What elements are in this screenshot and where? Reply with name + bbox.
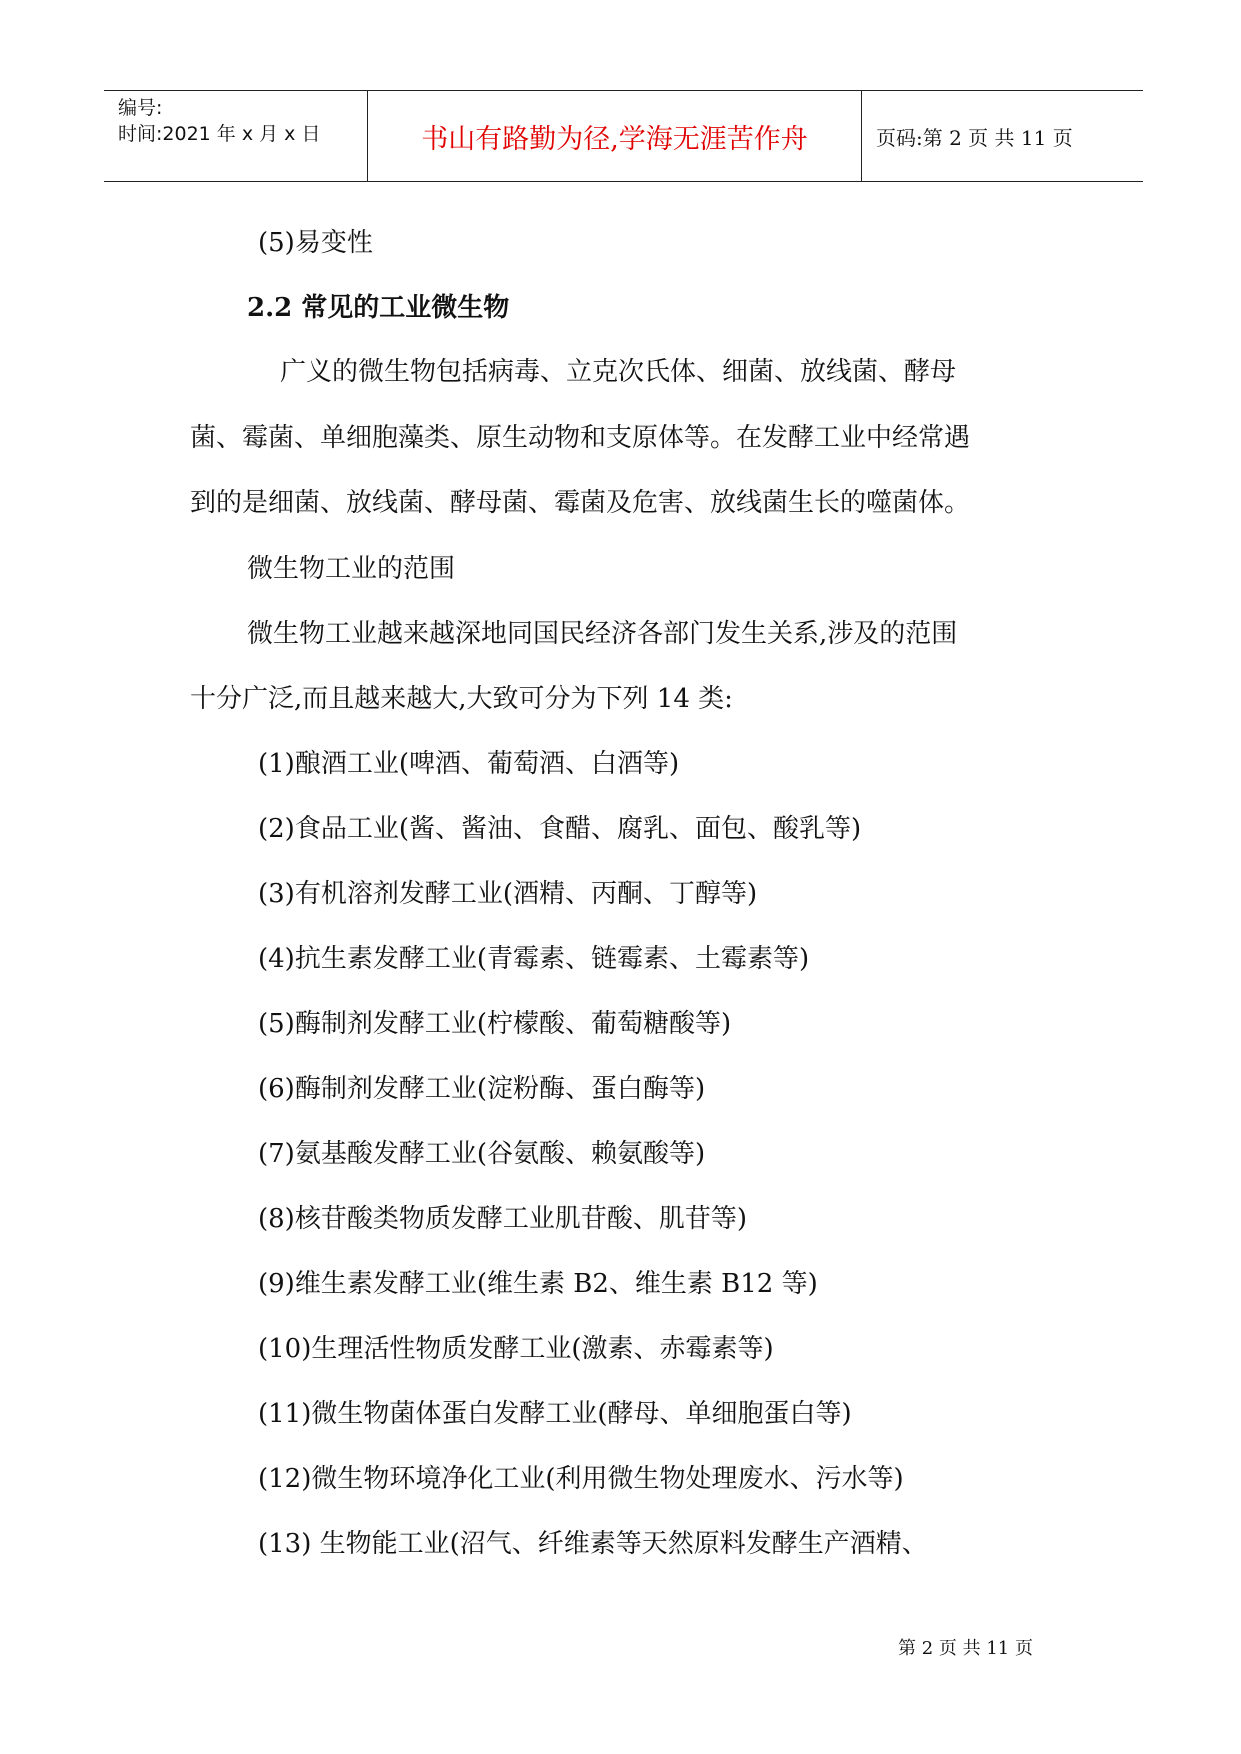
list-item: (13) 生物能工业(沼气、纤维素等天然原料发酵生产酒精、 [258,1529,928,1559]
paragraph-line: 到的是细菌、放线菌、酵母菌、霉菌及危害、放线菌生长的噬菌体。 [190,488,971,518]
list-item: (3)有机溶剂发酵工业(酒精、丙酮、丁醇等) [258,879,758,909]
list-item: (9)维生素发酵工业(维生素 B2、维生素 B12 等) [258,1269,818,1299]
motto-text: 书山有路勤为径,学海无涯苦作舟 [421,123,808,155]
list-item: (5)酶制剂发酵工业(柠檬酸、葡萄糖酸等) [258,1009,732,1039]
page-footer: 第 2 页 共 11 页 [898,1638,1033,1659]
list-item: (12)微生物环境净化工业(利用微生物处理废水、污水等) [258,1464,904,1494]
list-item: (2)食品工业(酱、酱油、食醋、腐乳、面包、酸乳等) [258,814,862,844]
paragraph-line: 广义的微生物包括病毒、立克次氏体、细菌、放线菌、酵母 [280,357,957,387]
list-item: (1)酿酒工业(啤酒、葡萄酒、白酒等) [258,749,680,779]
paragraph-line: 十分广泛,而且越来越大,大致可分为下列 14 类: [190,684,733,714]
header-page-code [862,91,1143,181]
page-code-text: 页码:第 2 页 共 11 页 [876,125,1073,150]
document-time: 时间:2021 年 x 月 x 日 [118,123,321,145]
header-motto [368,91,862,181]
section-heading: 2.2 常见的工业微生物 [247,293,510,323]
list-item: (4)抗生素发酵工业(青霉素、链霉素、土霉素等) [258,944,810,974]
header-meta [104,91,368,181]
list-item: (6)酶制剂发酵工业(淀粉酶、蛋白酶等) [258,1074,706,1104]
list-item: (5)易变性 [258,228,373,258]
page-header [104,90,1143,182]
subheading: 微生物工业的范围 [247,554,456,584]
list-item: (11)微生物菌体蛋白发酵工业(酵母、单细胞蛋白等) [258,1399,852,1429]
list-item: (8)核苷酸类物质发酵工业肌苷酸、肌苷等) [258,1204,747,1234]
document-number-label: 编号: [118,97,163,119]
paragraph-line: 菌、霉菌、单细胞藻类、原生动物和支原体等。在发酵工业中经常遇 [190,423,971,453]
paragraph-line: 微生物工业越来越深地同国民经济各部门发生关系,涉及的范围 [247,619,958,649]
list-item: (10)生理活性物质发酵工业(激素、赤霉素等) [258,1334,774,1364]
list-item: (7)氨基酸发酵工业(谷氨酸、赖氨酸等) [258,1139,706,1169]
